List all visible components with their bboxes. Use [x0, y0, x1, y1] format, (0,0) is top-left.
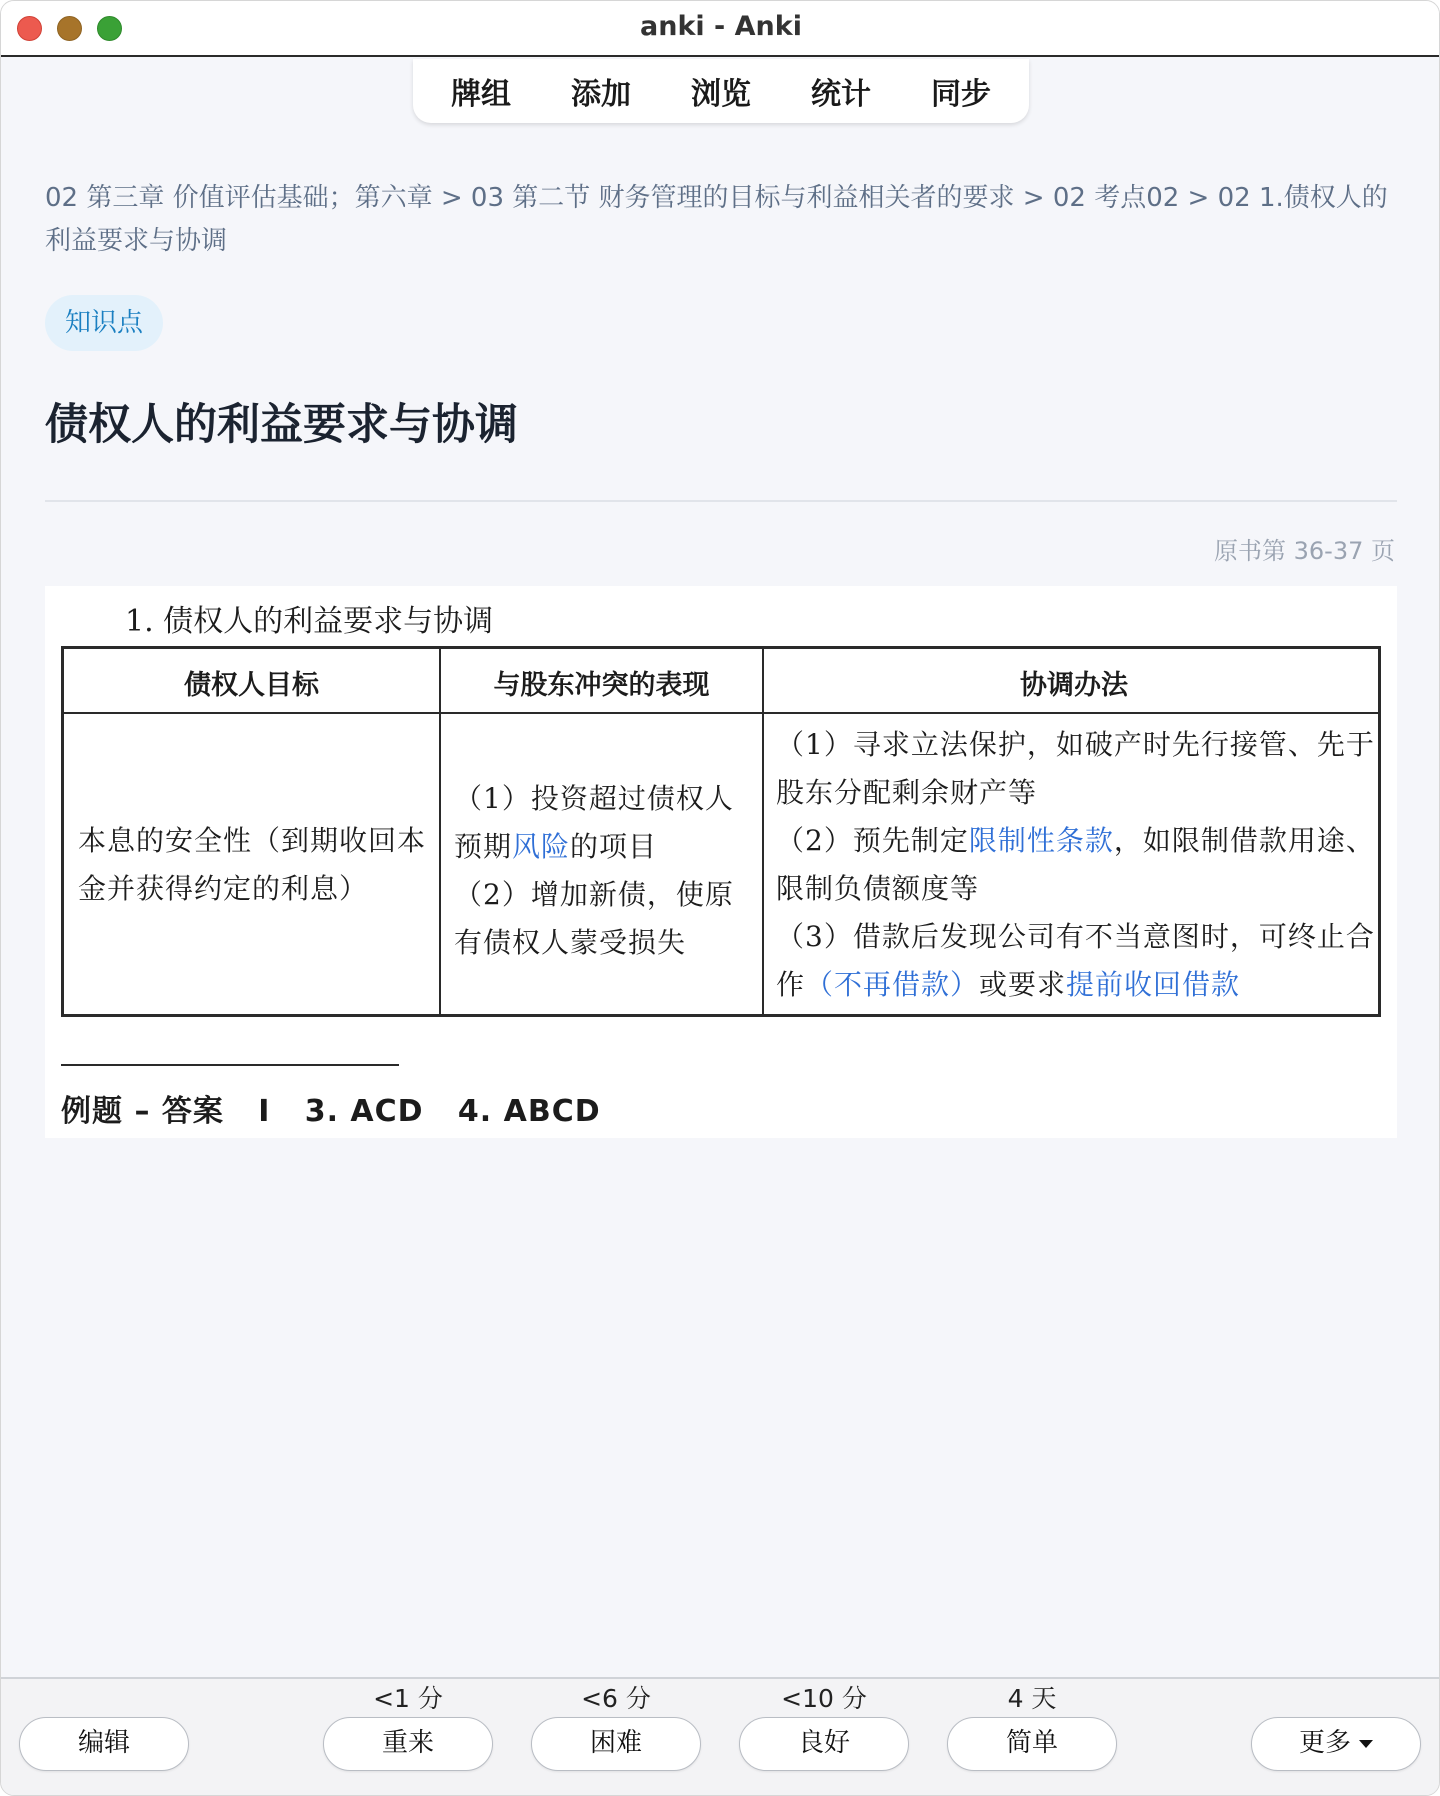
table-header-cell: 债权人目标: [184, 670, 319, 701]
good-interval: <10 分: [781, 1684, 867, 1713]
conflict-text: 的项目: [570, 830, 658, 863]
coordination-text: （3）借款后发现公司有不当意图时，可终止合作: [776, 920, 1375, 1001]
conflict-text: （2）增加新债，使原有债权人蒙受损失: [454, 878, 734, 959]
book-heading: 1. 债权人的利益要求与协调: [125, 604, 494, 639]
more-label: 更多: [1298, 1728, 1351, 1758]
page-reference: 原书第 36-37 页: [1214, 537, 1395, 565]
toolbar-stats[interactable]: 统计: [811, 77, 871, 112]
coordination-text: 或要求: [979, 968, 1067, 1001]
title-bar: [1, 1, 1440, 57]
book-table: [61, 646, 1381, 1017]
highlight-risk: 风险: [512, 830, 571, 863]
toolbar-browse[interactable]: 浏览: [691, 77, 751, 112]
breadcrumb: 02 第三章 价值评估基础；第六章 > 03 第二节 财务管理的目标与利益相关者的要求 > 02 考点02 > 02 1.债权人的利益要求与协调: [45, 183, 1388, 256]
more-button[interactable]: [1251, 1717, 1421, 1771]
toolbar-add[interactable]: 添加: [571, 77, 631, 112]
main-toolbar: [413, 59, 1029, 123]
coordination-text: ，如限制借款用途、限制负债额度等: [776, 824, 1375, 905]
card-title: 债权人的利益要求与协调: [45, 400, 518, 450]
table-cell-creditor-goal: 本息的安全性（到期收回本金并获得约定的利息）: [78, 824, 427, 905]
window-title: anki - Anki: [640, 11, 802, 42]
table-header-cell: 协调办法: [1020, 670, 1128, 701]
answer-bar: [1, 1677, 1440, 1796]
example-answer: 例题 – 答案 I 3. ACD 4. ABCD: [61, 1094, 601, 1129]
table-header-cell: 与股东冲突的表现: [493, 670, 710, 701]
toolbar-sync[interactable]: 同步: [931, 77, 991, 112]
divider: [45, 500, 1397, 502]
table-cell-coordination: [776, 721, 1376, 1009]
good-button[interactable]: 良好: [739, 1717, 909, 1771]
coordination-text: （2）预先制定: [776, 824, 969, 857]
table-cell-conflict: [454, 775, 754, 967]
easy-button[interactable]: 简单: [947, 1717, 1117, 1771]
textbook-image: [45, 586, 1397, 1138]
hard-button[interactable]: 困难: [531, 1717, 701, 1771]
conflict-text: （1）投资超过债权人预期: [454, 782, 734, 863]
easy-interval: 4 天: [1007, 1684, 1057, 1713]
again-button[interactable]: 重来: [323, 1717, 493, 1771]
chevron-down-icon: [1359, 1740, 1373, 1748]
highlight-restrictive-terms: 限制性条款: [968, 824, 1114, 857]
toolbar-decks[interactable]: 牌组: [451, 77, 511, 112]
table-header-rule: [64, 712, 1378, 714]
footnote-rule: [61, 1064, 399, 1066]
highlight-early-recall: 提前收回借款: [1066, 968, 1241, 1001]
highlight-no-more-loans: （不再借款）: [805, 968, 980, 1001]
hard-interval: <6 分: [581, 1684, 651, 1713]
tag-badge: 知识点: [45, 295, 163, 351]
coordination-text: （1）寻求立法保护，如破产时先行接管、先于股东分配剩余财产等: [776, 728, 1375, 809]
edit-button[interactable]: 编辑: [19, 1717, 189, 1771]
again-interval: <1 分: [373, 1684, 443, 1713]
table-column-rule: [439, 649, 441, 1014]
table-column-rule: [762, 649, 764, 1014]
